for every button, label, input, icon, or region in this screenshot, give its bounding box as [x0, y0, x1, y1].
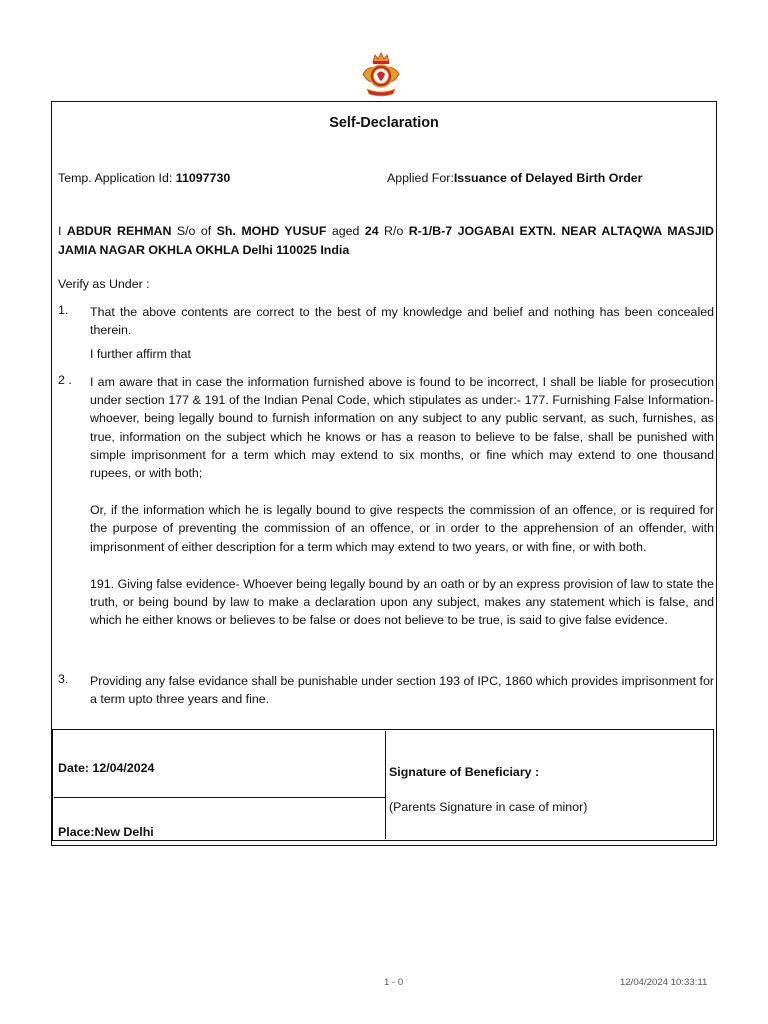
item-paragraph: I am aware that in case the information furnished above is found to be incorrect, I shall be liable for prosecution under section 177 & 191 of the Indian Penal Code, which stipulates as under:- 177. Furnishing False Information- whoever, being legally bound to furnish information on any subject to any public servant, as such, furnishes, as true, information on the subject which he knows or has a reason to believe to be false, shall be punished with simple imprisonment for a term which may extend to six months, or fine which may extend to one thousand rupees, or with both; [90, 375, 714, 481]
declarant-statement [58, 222, 714, 260]
applied-for-label: Applied For: [387, 171, 454, 185]
declaration-item-1 [58, 303, 714, 339]
declarant-address: R-1/B-7 JOGABAI EXTN. NEAR ALTAQWA MASJID JAMIA NAGAR OKHLA OKHLA Delhi 110025 India [58, 224, 715, 257]
decl-text: aged [326, 224, 365, 238]
application-id [58, 171, 230, 185]
page-title: Self-Declaration [329, 115, 439, 131]
beneficiary-signature-label: Signature of Beneficiary : [389, 765, 540, 779]
verify-heading: Verify as Under : [58, 277, 150, 291]
item-number: 2 . [58, 373, 72, 387]
item-number: 1. [58, 303, 69, 317]
application-id-value: 11097730 [175, 171, 231, 185]
declarant-age: 24 [364, 224, 379, 238]
applied-for-value: Issuance of Delayed Birth Order [453, 171, 643, 185]
decl-text: R/o [378, 224, 409, 238]
signature-column [386, 731, 712, 839]
item-paragraph: 191. Giving false evidence- Whoever being legally bound by an oath or by an express provision of law to state the truth, or being bound by law to make a declaration upon any subject, makes any statement which is false, and which he either knows or believes to be false or does not believe to be true, is said to give false evidence. [90, 576, 714, 628]
date-cell [54, 731, 385, 798]
item-text: That the above contents are correct to the best of my knowledge and belief and nothing has been concealed therein. [90, 305, 714, 338]
item-text: Providing any false evidance shall be punishable under section 193 of IPC, 1860 which provides imprisonment for a term upto three years and fine. [90, 674, 714, 707]
signature-table [52, 729, 714, 841]
place-label: Place:New Delhi [58, 825, 154, 839]
father-name: Sh. MOHD YUSUF [216, 224, 327, 238]
affirm-text: I further affirm that [90, 347, 192, 361]
decl-text: I [58, 224, 67, 238]
decl-text: S/o of [171, 224, 217, 238]
police-emblem-icon [359, 52, 403, 98]
declarant-name: ABDUR REHMAN [66, 224, 172, 238]
item-paragraph: Or, if the information which he is legally bound to give respects the commission of an offence, or is required for the purpose of preventing the commission of an offence, or in order to the apprehension of an offender, with imprisonment of either description for a term which may extend to two years, or with fine, or with both. [90, 503, 714, 554]
date-label: Date: 12/04/2024 [58, 761, 155, 775]
date-place-column [54, 731, 386, 839]
declaration-item-2 [58, 373, 714, 629]
item-number: 3. [58, 672, 69, 686]
declaration-item-3 [58, 672, 714, 708]
item-text [90, 373, 714, 629]
declaration-frame [51, 101, 717, 846]
print-timestamp: 12/04/2024 10:33:11 [620, 977, 708, 988]
application-id-label: Temp. Application Id: [58, 171, 176, 185]
page-number: 1 - 0 [384, 977, 404, 988]
parents-signature-note: (Parents Signature in case of minor) [389, 800, 588, 814]
applied-for [387, 171, 643, 185]
